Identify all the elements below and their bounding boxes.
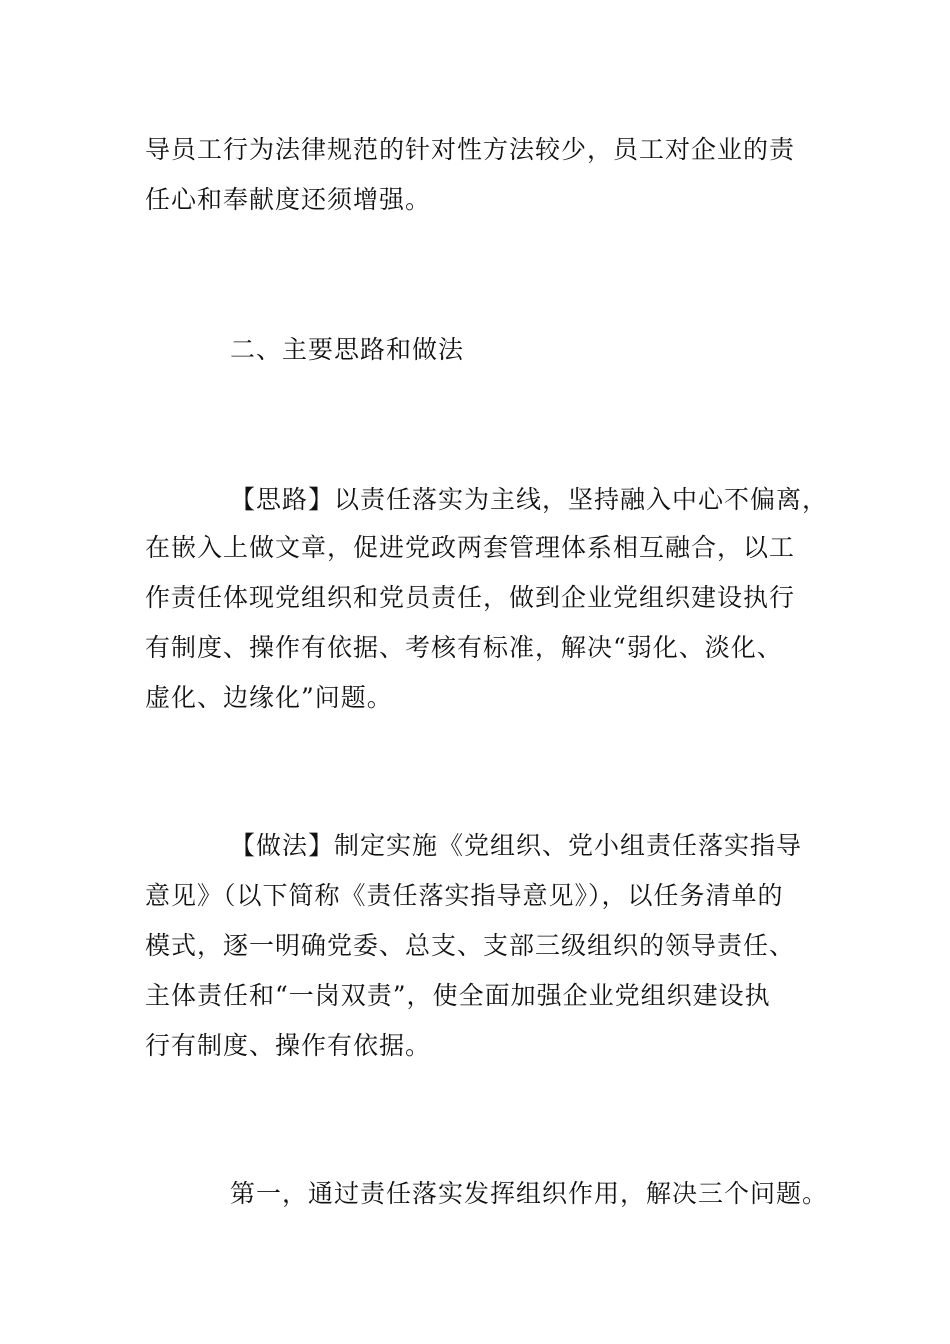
text-line: 行有制度、操作有依据。 [145, 1031, 432, 1060]
text-line: 【做法】制定实施《党组织、党小组责任落实指导 [230, 831, 803, 860]
section-heading: 二、主要思路和做法 [230, 335, 465, 364]
text-line: 在嵌入上做文章，促进党政两套管理体系相互融合，以工 [145, 533, 796, 562]
text-line: 第一，通过责任落实发挥组织作用，解决三个问题。 [230, 1179, 829, 1208]
text-line: 模式，逐一明确党委、总支、支部三级组织的领导责任、 [145, 931, 796, 960]
text-line: 主体责任和“一岗双责”，使全面加强企业党组织建设执 [145, 981, 771, 1010]
text-line: 导员工行为法律规范的针对性方法较少，员工对企业的责 [145, 135, 796, 164]
text-line: 作责任体现党组织和党员责任，做到企业党组织建设执行 [145, 583, 796, 612]
text-line: 意见》（以下简称《责任落实指导意见》），以任务清单的 [145, 881, 784, 910]
text-line: 有制度、操作有依据、考核有标准，解决“弱化、淡化、 [145, 633, 783, 662]
text-line: 【思路】以责任落实为主线，坚持融入中心不偏离， [230, 485, 829, 514]
text-line: 虚化、边缘化”问题。 [145, 683, 393, 712]
text-line: 任心和奉献度还须增强。 [145, 185, 432, 214]
